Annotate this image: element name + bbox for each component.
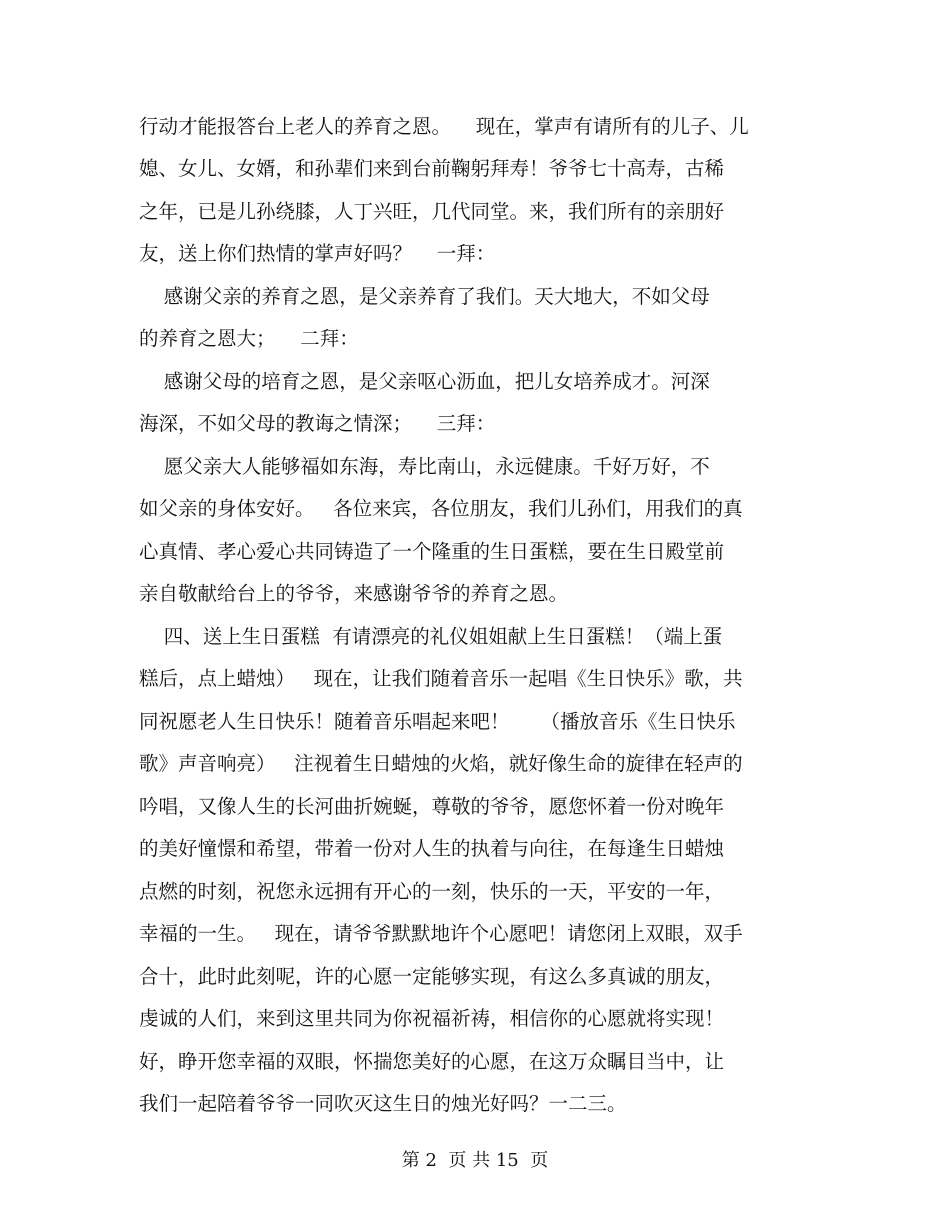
body-text-line: 我们一起陪着爷爷一同吹灭这生日的烛光好吗？一二三。 — [139, 1092, 627, 1115]
body-text-line: 感谢父母的培育之恩，是父亲呕心沥血，把儿女培养成才。河深 — [139, 370, 710, 393]
body-text-line: 糕后，点上蜡烛） 现在，让我们随着音乐一起唱《生日快乐》歌，共 — [139, 667, 743, 690]
body-text-line: 四、送上生日蛋糕 有请漂亮的礼仪姐姐献上生日蛋糕！（端上蛋 — [139, 625, 723, 648]
body-text-line: 行动才能报答台上老人的养育之恩。 现在，掌声有请所有的儿子、儿 — [139, 115, 749, 138]
body-text-line: 点燃的时刻，祝您永远拥有开心的一刻，快乐的一天，平安的一年， — [139, 880, 725, 903]
body-text-line: 如父亲的身体安好。 各位来宾，各位朋友，我们儿孙们，用我们的真 — [139, 497, 743, 520]
body-text-line: 友，送上你们热情的掌声好吗？ 一拜： — [139, 242, 496, 265]
body-text-line: 吟唱，又像人生的长河曲折婉蜒，尊敬的爷爷，愿您怀着一份对晚年 — [139, 795, 725, 818]
body-text-line: 海深，不如父母的教诲之情深； 三拜： — [139, 412, 496, 435]
body-text-line: 好，睁开您幸福的双眼，怀揣您美好的心愿，在这万众瞩目当中，让 — [139, 1050, 725, 1073]
body-text-line: 心真情、孝心爱心共同铸造了一个隆重的生日蛋糕，要在生日殿堂前 — [139, 540, 725, 563]
page-number-footer: 第 2 页 共 15 页 — [401, 1150, 549, 1171]
body-text-line: 感谢父亲的养育之恩，是父亲养育了我们。天大地大，不如父母 — [139, 285, 710, 308]
body-text-line: 媳、女儿、女婿，和孙辈们来到台前鞠躬拜寿！爷爷七十高寿，古稀 — [139, 157, 725, 180]
body-text-line: 合十，此时此刻呢，许的心愿一定能够实现，有这么多真诚的朋友， — [139, 965, 725, 988]
body-text-line: 幸福的一生。 现在，请爷爷默默地许个心愿吧！请您闭上双眼，双手 — [139, 922, 743, 945]
body-text-line: 的养育之恩大； 二拜： — [139, 327, 359, 350]
body-text-line: 之年，已是儿孙绕膝，人丁兴旺，几代同堂。来，我们所有的亲朋好 — [139, 200, 725, 223]
body-text-line: 虔诚的人们，来到这里共同为你祝福祈祷，相信你的心愿就将实现！ — [139, 1007, 725, 1030]
body-text-line: 亲自敬献给台上的爷爷，来感谢爷爷的养育之恩。 — [139, 582, 569, 605]
body-text-line: 愿父亲大人能够福如东海，寿比南山，永远健康。千好万好，不 — [139, 455, 710, 478]
body-text-line: 同祝愿老人生日快乐！随着音乐唱起来吧！ （播放音乐《生日快乐 — [139, 710, 736, 733]
body-text-line: 的美好憧憬和希望，带着一份对人生的执着与向往，在每逢生日蜡烛 — [139, 837, 725, 860]
body-text-line: 歌》声音响亮） 注视着生日蜡烛的火焰，就好像生命的旋律在轻声的 — [139, 752, 743, 775]
